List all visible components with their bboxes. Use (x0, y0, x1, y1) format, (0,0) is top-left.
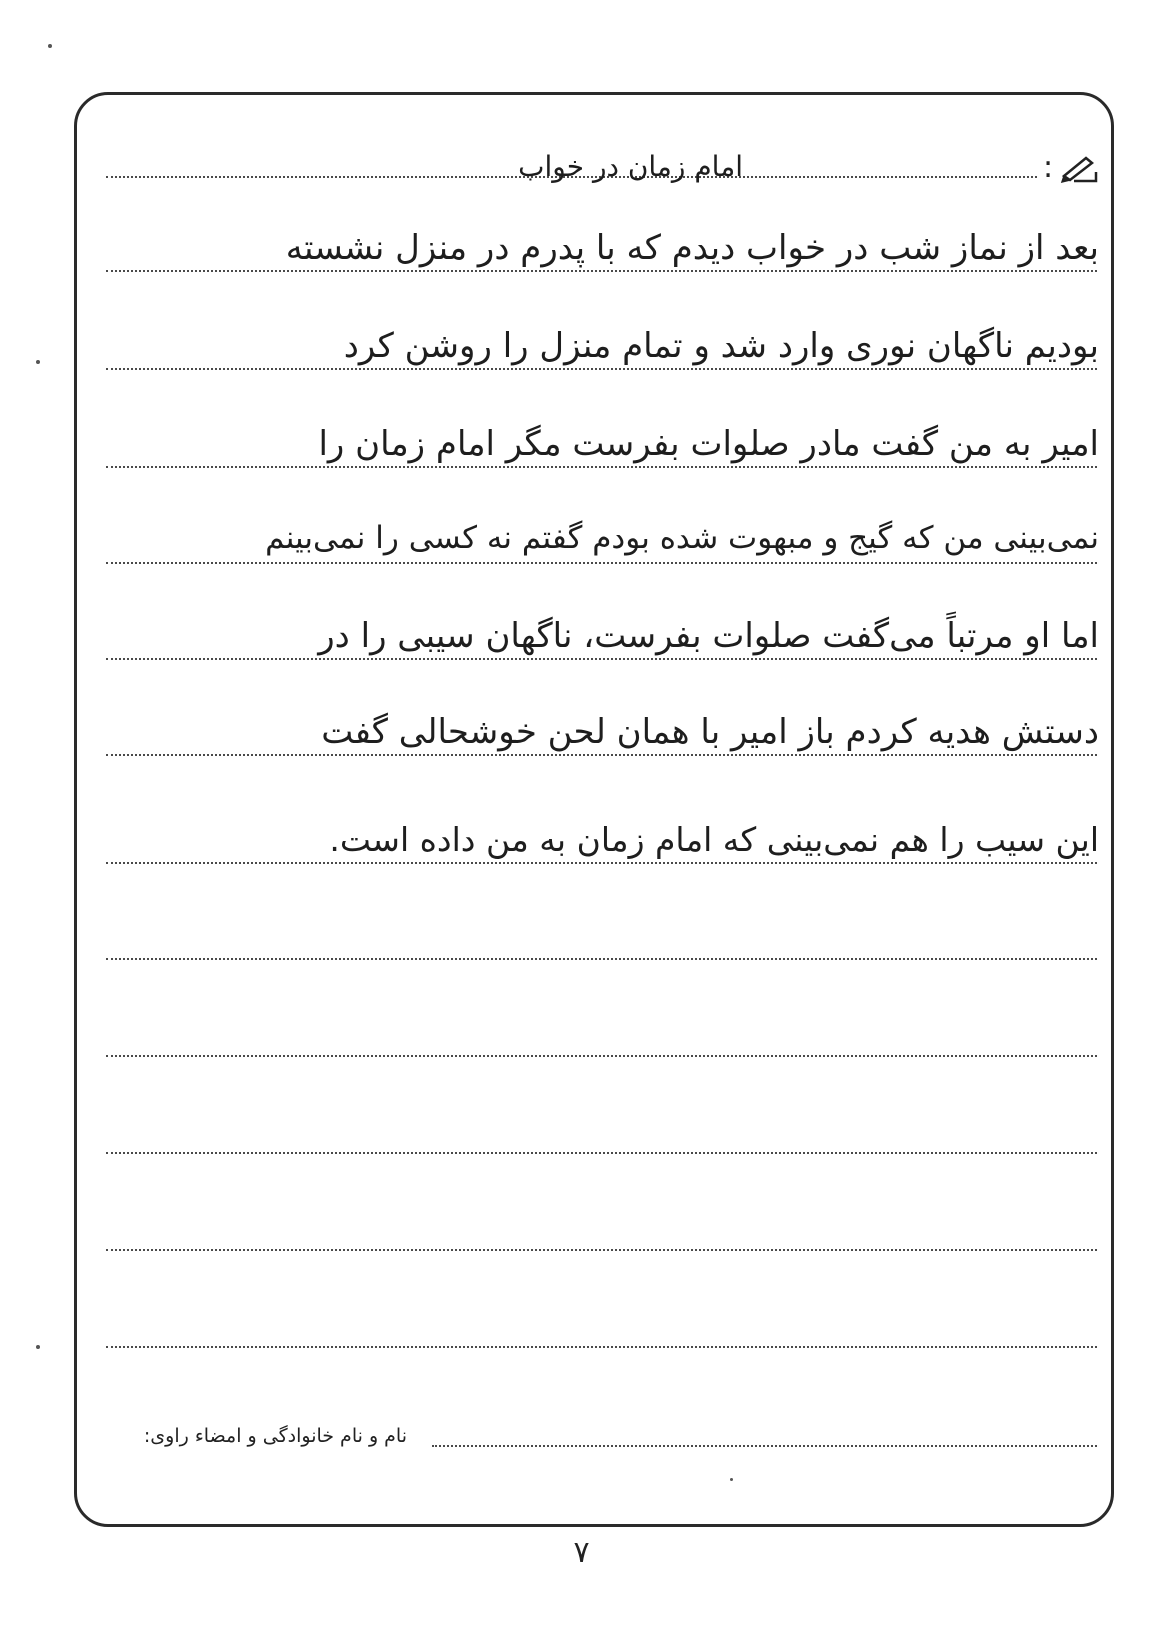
scan-speck (48, 44, 52, 48)
written-line: دستش هدیه کردم باز امیر با همان لحن خوشحالی گفت (321, 712, 1099, 752)
empty-writing-line (106, 1152, 1097, 1154)
writing-line (106, 368, 1097, 370)
page-number: ۷ (573, 1535, 590, 1570)
signature-line (432, 1445, 1097, 1447)
empty-writing-line (106, 1346, 1097, 1348)
written-line: اما او مرتباً می‌گفت صلوات بفرست، ناگهان سیبی را در (318, 616, 1099, 656)
writing-line (106, 270, 1097, 272)
writing-line (106, 658, 1097, 660)
pen-writing-icon (1060, 154, 1100, 184)
scan-speck (36, 1345, 40, 1349)
empty-writing-line (106, 958, 1097, 960)
form-frame (74, 92, 1114, 1527)
scan-speck (36, 360, 40, 364)
writing-line (106, 466, 1097, 468)
writing-line (106, 862, 1097, 864)
empty-writing-line (106, 1055, 1097, 1057)
written-line: این سیب را هم نمی‌بینی که امام زمان به من داده است. (329, 820, 1099, 859)
page-title: امام زمان در خواب (518, 150, 743, 183)
header-colon: : (1043, 150, 1054, 185)
written-line: بعد از نماز شب در خواب دیدم که با پدرم در منزل نشسته (285, 228, 1099, 268)
written-line: بودیم ناگهان نوری وارد شد و تمام منزل را روشن کرد (343, 326, 1099, 366)
writing-line (106, 562, 1097, 564)
writing-line (106, 754, 1097, 756)
written-line: نمی‌بینی من که گیج و مبهوت شده بودم گفتم نه کسی را نمی‌بینم (265, 520, 1099, 556)
written-line: امیر به من گفت مادر صلوات بفرست مگر امام زمان را (318, 424, 1099, 464)
empty-writing-line (106, 1249, 1097, 1251)
signature-label: نام و نام خانوادگی و امضاء راوی: (143, 1425, 407, 1447)
